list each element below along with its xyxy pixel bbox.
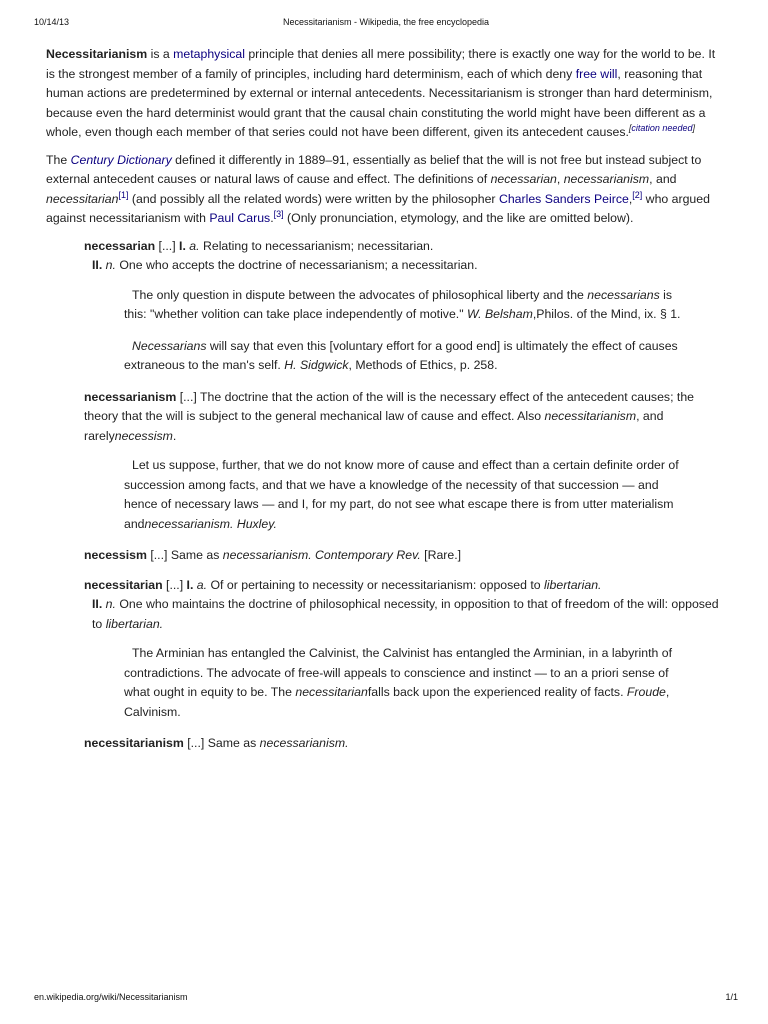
print-url: en.wikipedia.org/wiki/Necessitarianism xyxy=(34,992,188,1002)
article-content xyxy=(46,45,722,754)
print-date: 10/14/13 xyxy=(34,17,70,27)
intro-paragraph: Necessitarianism is a metaphysical principle that denies all mere possibility; there is exactly one way for the world to be. It is the strongest member of a family of principles, including hard determinism, each of which deny free will, reasoning that human actions are predetermined by external or internal antecedents. Necessitarianism is stronger than hard determinism, because even the hard determinist would grant that the causal chain constituting the world might have been different as a whole, even though each member of that series could not have been different, given its antecedent causes.[citation needed] xyxy=(46,47,716,139)
link-free-will[interactable]: free will xyxy=(575,66,618,81)
citation-needed: [citation needed] xyxy=(628,122,695,133)
entry-necessism: necessism [...] Same as necessarianism. Contemporary Rev. [Rare.] xyxy=(84,548,462,562)
link-metaphysical[interactable]: metaphysical xyxy=(173,47,245,61)
reference-2[interactable]: [2] xyxy=(632,189,643,200)
reference-3[interactable]: [3] xyxy=(273,208,284,219)
link-paul-carus[interactable]: Paul Carus xyxy=(209,211,271,225)
quote-froude: The Arminian has entangled the Calvinist, the Calvinist has entangled the Arminian, in a labyrinth of contradictions. The advocate of free-will appeals to conscience and instinct — to an a priori sense of what ought in equity to be. The necessitarianfalls back upon the experienced reality of facts. Froude, Calvinism. xyxy=(124,646,673,719)
citation-needed-link[interactable]: citation needed xyxy=(631,122,693,133)
link-century-dictionary[interactable]: Century Dictionary xyxy=(70,152,172,167)
article-term: Necessitarianism xyxy=(46,47,148,61)
link-charles-sanders-peirce[interactable]: Charles Sanders Peirce xyxy=(498,191,629,206)
print-header xyxy=(34,17,738,31)
entry-necessarian: necessarian [...] I. a. Relating to necessarianism; necessitarian. II. n. One who accepts the doctrine of necessarianism; a necessitarian. xyxy=(84,238,478,272)
entry-necessarianism: necessarianism [...] The doctrine that the action of the will is the necessary effect of the antecedent causes; the theory that the will is subject to the general mechanical law of cause and effect. Also necessitarianism, and rarelynecessism. xyxy=(84,389,694,443)
entry-necessitarianism: necessitarianism [...] Same as necessarianism. xyxy=(84,736,349,750)
century-paragraph: The Century Dictionary defined it differently in 1889–91, essentially as belief that the will is not free but instead subject to external antecedent causes or natural laws of cause and effect. The definitions of necessarian, necessarianism, and necessitarian[1] (and possibly all the related words) were written by the philosopher Charles Sanders Peirce,[2] who argued against necessitarianism with Paul Carus.[3] (Only pronunciation, etymology, and the like are omitted below). xyxy=(46,152,710,225)
reference-1[interactable]: [1] xyxy=(118,189,129,200)
print-footer xyxy=(34,992,738,1006)
quote-belsham: The only question in dispute between the advocates of philosophical liberty and the necessarians is this: "whether volition can take place independently of motive." W. Belsham,Philos. of the Mind, ix. § 1. xyxy=(124,287,681,321)
quote-sidgwick: Necessarians will say that even this [voluntary effort for a good end] is ultimately the effect of causes extraneous to the man's self. H. Sidgwick, Methods of Ethics, p. 258. xyxy=(124,338,678,372)
page-number: 1/1 xyxy=(725,992,738,1002)
entry-necessitarian: necessitarian [...] I. a. Of or pertaining to necessity or necessitarianism: opposed to libertarian. II. n. One who maintains the doctrine of philosophical necessity, in opposition to that of freedom of the will: opposed to libertarian. xyxy=(84,577,719,631)
quote-huxley: Let us suppose, further, that we do not know more of cause and effect than a certain definite order of succession among facts, and that we have a knowledge of the necessity of that succession — and hence of necessary laws — and I, for my part, do not see what escape there is from utter materialism andnecessarianism. Huxley. xyxy=(124,458,679,531)
print-page-title: Necessitarianism - Wikipedia, the free encyclopedia xyxy=(282,17,490,27)
